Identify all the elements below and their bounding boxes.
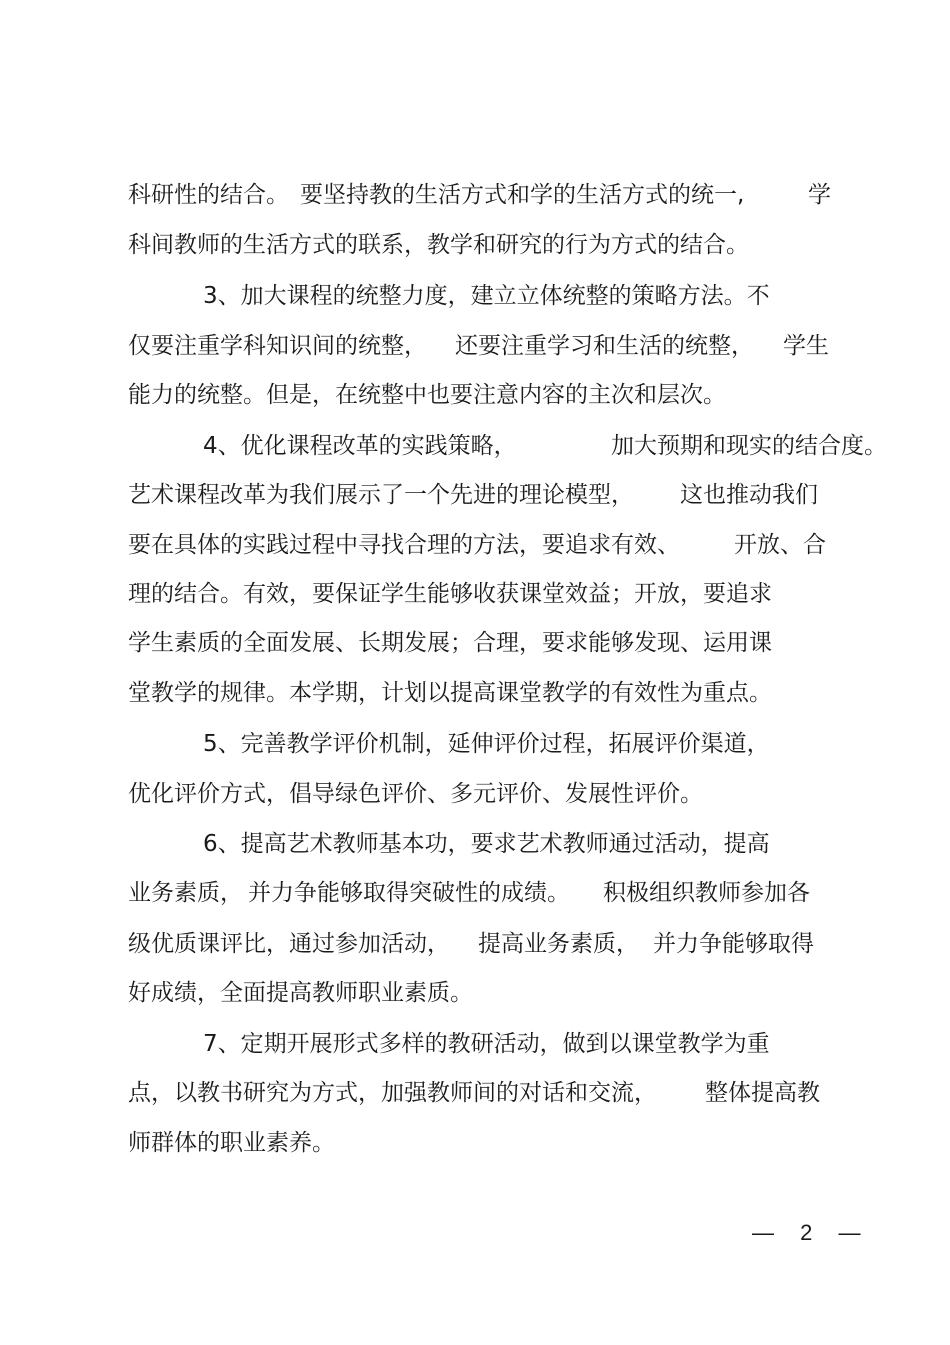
text-segment: 仅要注重学科知识间的统整， — [128, 333, 427, 359]
text-segment: 科研性的结合。 — [128, 182, 289, 208]
text-segment: 加大预期和现实的结合度。 — [611, 433, 887, 459]
text-segment: 学生素质的全面发展、长期发展；合理，要求能够发现、运用课 — [128, 630, 772, 656]
text-segment: 积极组织教师参加各 — [603, 880, 810, 906]
text-segment: 师群体的职业素养。 — [128, 1130, 335, 1156]
text-segment: 业务素质， — [128, 880, 243, 906]
text-segment: 优化评价方式，倡导绿色评价、多元评价、发展性评价。 — [128, 781, 703, 807]
text-segment: 4、优化课程改革的实践策略， — [203, 433, 517, 459]
text-segment: 学生 — [783, 333, 829, 359]
text-segment: 并力争能够取得 — [653, 931, 814, 957]
text-segment: 开放、合 — [734, 532, 826, 558]
text-segment: 科间教师的生活方式的联系，教学和研究的行为方式的结合。 — [128, 232, 749, 258]
text-segment: 堂教学的规律。本学期，计划以提高课堂教学的有效性为重点。 — [128, 680, 772, 706]
text-segment: 艺术课程改革为我们展示了一个先进的理论模型， — [128, 482, 634, 508]
text-segment: 6、提高艺术教师基本功，要求艺术教师通过活动，提高 — [203, 831, 770, 857]
text-segment: 还要注重学习和生活的统整， — [455, 333, 754, 359]
text-segment: 能力的统整。但是，在统整中也要注意内容的主次和层次。 — [128, 382, 726, 408]
text-segment: 理的结合。有效，要保证学生能够收获课堂效益；开放，要追求 — [128, 581, 772, 607]
text-segment: 学 — [808, 182, 831, 208]
text-segment: 提高业务素质， — [478, 931, 639, 957]
text-segment: 点，以教书研究为方式，加强教师间的对话和交流， — [128, 1080, 657, 1106]
text-segment: 好成绩，全面提高教师职业素质。 — [128, 980, 473, 1006]
text-segment: 级优质课评比，通过参加活动， — [128, 931, 450, 957]
text-segment: 5、完善教学评价机制，延伸评价过程，拓展评价渠道， — [203, 731, 770, 757]
text-segment: 3、加大课程的统整力度，建立立体统整的策略方法。不 — [203, 283, 770, 309]
text-segment: 要在具体的实践过程中寻找合理的方法，要追求有效、 — [128, 532, 680, 558]
text-segment: 这也推动我们 — [680, 482, 818, 508]
text-segment: 要坚持教的生活方式和学的生活方式的统一, — [300, 182, 745, 208]
text-segment: 7、定期开展形式多样的教研活动，做到以课堂教学为重 — [203, 1031, 770, 1057]
page-number: — 2 — — [752, 1220, 871, 1245]
text-segment: 并力争能够取得突破性的成绩。 — [248, 880, 570, 906]
text-segment: 整体提高教 — [705, 1080, 820, 1106]
